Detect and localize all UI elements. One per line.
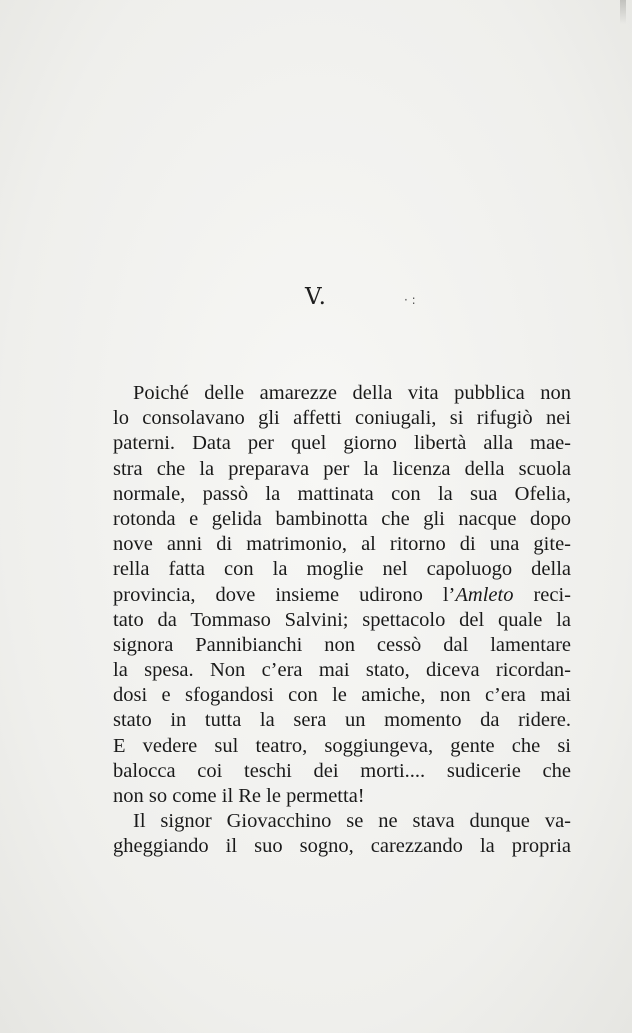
chapter-heading: V.: [305, 284, 327, 310]
text-line: la spesa. Non c’era mai stato, diceva ricordan-: [113, 659, 571, 682]
text-line: lo consolavano gli affetti coniugali, si rifugiò nei: [113, 407, 571, 430]
text-line: non so come il Re le permetta!: [113, 785, 365, 807]
text-segment: reci-: [513, 583, 571, 606]
text-line: rotonda e gelida bambinotta che gli nacque dopo: [113, 507, 571, 530]
text-line: tato da Tommaso Salvini; spettacolo del quale la: [113, 608, 571, 631]
text-line: stra che la preparava per la licenza della scuola: [113, 457, 571, 480]
text-line: [113, 583, 571, 608]
text-line: nove anni di matrimonio, al ritorno di una gite-: [113, 533, 571, 556]
text-line: E vedere sul teatro, soggiungeva, gente che si: [113, 734, 571, 757]
page-edge-shadow: [620, 0, 626, 24]
text-line: Poiché delle amarezze della vita pubblica non: [133, 382, 571, 404]
text-line: stato in tutta la sera un momento da ridere.: [113, 709, 571, 732]
ink-speck: · :: [404, 293, 416, 307]
text-line: Il signor Giovacchino se ne stava dunque va-: [133, 810, 571, 833]
text-segment: provincia, dove insieme udirono l’: [113, 583, 456, 606]
text-line: signora Pannibianchi non cessò dal lamentare: [113, 633, 571, 656]
text-line: balocca coi teschi dei morti.... sudicerie che: [113, 759, 571, 782]
body-text: [113, 381, 571, 860]
text-line: gheggiando il suo sogno, carezzando la propria: [113, 835, 571, 858]
italic-title: Amleto: [455, 583, 514, 606]
text-line: paterni. Data per quel giorno libertà alla mae-: [113, 432, 571, 455]
text-line: normale, passò la mattinata con la sua Ofelia,: [113, 482, 571, 505]
text-line: dosi e sfogandosi con le amiche, non c’era mai: [113, 684, 571, 707]
text-line: rella fatta con la moglie nel capoluogo della: [113, 558, 571, 581]
